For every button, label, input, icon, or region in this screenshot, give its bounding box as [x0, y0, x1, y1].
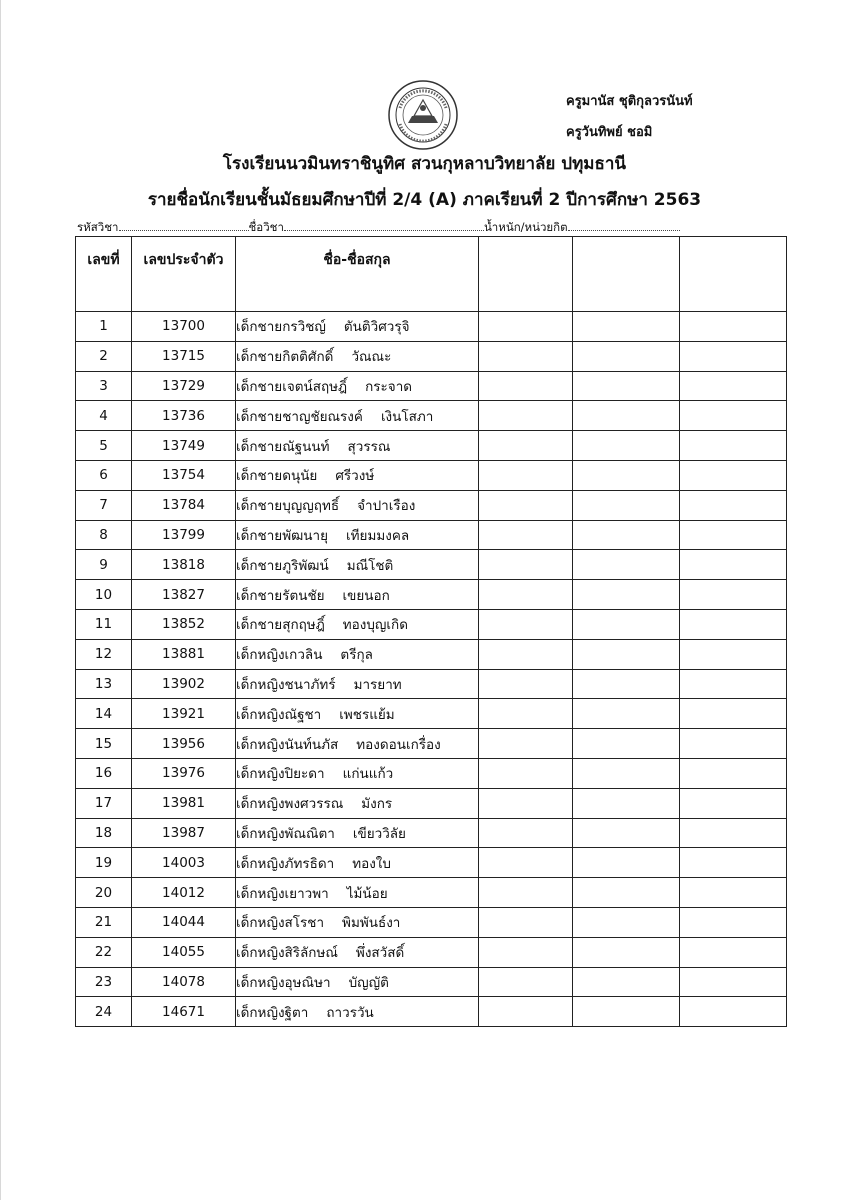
- student-id: 13956: [132, 729, 236, 759]
- school-title: โรงเรียนนวมินทราชินูทิศ สวนกุหลาบวิทยาลัย ปทุมธานี: [222, 154, 627, 174]
- blank-cell: [479, 669, 573, 699]
- student-id: 14003: [132, 848, 236, 878]
- blank-cell: [680, 312, 787, 342]
- student-last-name: ตรีกุล: [340, 647, 373, 664]
- table-row: [76, 848, 787, 878]
- blank-cell: [573, 818, 680, 848]
- blank-cell: [573, 490, 680, 520]
- student-id: 13754: [132, 460, 236, 490]
- blank-cell: [573, 371, 680, 401]
- table-row: [76, 490, 787, 520]
- blank-cell: [573, 401, 680, 431]
- student-last-name: เพชรแย้ม: [339, 706, 395, 723]
- student-name: [236, 490, 479, 520]
- student-first-name: เด็กหญิงชนาภัทร์: [236, 676, 336, 693]
- student-name: [236, 341, 479, 371]
- blank-cell: [680, 431, 787, 461]
- student-name: [236, 580, 479, 610]
- blank-cell: [680, 758, 787, 788]
- student-first-name: เด็กชายเจตน์สฤษฎิ์: [236, 378, 348, 395]
- row-number: 9: [76, 550, 132, 580]
- column-header-blank: [573, 237, 680, 312]
- blank-cell: [573, 520, 680, 550]
- blank-cell: [573, 312, 680, 342]
- row-number: 8: [76, 520, 132, 550]
- student-last-name: เทียมมงคล: [346, 527, 410, 544]
- blank-cell: [479, 967, 573, 997]
- row-number: 13: [76, 669, 132, 699]
- blank-cell: [479, 520, 573, 550]
- blank-cell: [479, 997, 573, 1027]
- table-row: [76, 401, 787, 431]
- row-number: 14: [76, 699, 132, 729]
- table-row: [76, 580, 787, 610]
- row-number: 24: [76, 997, 132, 1027]
- blank-cell: [573, 431, 680, 461]
- student-first-name: เด็กหญิงพงศวรรณ: [236, 796, 344, 813]
- student-name: [236, 431, 479, 461]
- blank-cell: [573, 907, 680, 937]
- blank-cell: [479, 818, 573, 848]
- student-name: [236, 460, 479, 490]
- blank-cell: [479, 580, 573, 610]
- table-row: [76, 907, 787, 937]
- blank-cell: [680, 460, 787, 490]
- column-header-blank: [479, 237, 573, 312]
- student-name: [236, 669, 479, 699]
- student-first-name: เด็กหญิงพัณณิตา: [236, 825, 335, 842]
- column-header-number: เลขที่: [76, 237, 132, 312]
- blank-cell: [680, 818, 787, 848]
- student-id: 13827: [132, 580, 236, 610]
- teachers-block: [566, 86, 693, 148]
- student-name: [236, 639, 479, 669]
- table-row: [76, 729, 787, 759]
- blank-cell: [573, 967, 680, 997]
- table-row: [76, 758, 787, 788]
- row-number: 7: [76, 490, 132, 520]
- student-name: [236, 729, 479, 759]
- student-last-name: บัญญัติ: [348, 974, 389, 991]
- blank-cell: [680, 907, 787, 937]
- student-first-name: เด็กชายพัฒนายุ: [236, 527, 329, 544]
- blank-cell: [479, 401, 573, 431]
- student-id: 13749: [132, 431, 236, 461]
- student-last-name: เงินโสภา: [380, 408, 434, 425]
- student-id: 13715: [132, 341, 236, 371]
- student-first-name: เด็กชายบุญญฤทธิ์: [236, 498, 340, 515]
- blank-cell: [680, 401, 787, 431]
- table-row: [76, 639, 787, 669]
- row-number: 15: [76, 729, 132, 759]
- row-number: 23: [76, 967, 132, 997]
- row-number: 11: [76, 609, 132, 639]
- row-number: 5: [76, 431, 132, 461]
- student-last-name: มารยาท: [353, 676, 402, 693]
- blank-cell: [479, 341, 573, 371]
- student-name: [236, 818, 479, 848]
- blank-cell: [680, 639, 787, 669]
- table-row: [76, 550, 787, 580]
- row-number: 1: [76, 312, 132, 342]
- blank-cell: [573, 699, 680, 729]
- student-first-name: เด็กหญิงณัฐชา: [236, 706, 322, 723]
- student-last-name: จำปาเรือง: [357, 498, 416, 515]
- blank-cell: [680, 967, 787, 997]
- blank-cell: [479, 848, 573, 878]
- student-name: [236, 878, 479, 908]
- student-last-name: ตันติวิศวรุจิ: [343, 319, 410, 336]
- student-first-name: เด็กชายกิตติศักดิ์: [236, 349, 334, 366]
- blank-cell: [573, 669, 680, 699]
- row-number: 12: [76, 639, 132, 669]
- blank-cell: [573, 550, 680, 580]
- subject-fields: [77, 219, 680, 237]
- student-id: 13981: [132, 788, 236, 818]
- table-row: [76, 878, 787, 908]
- student-last-name: ถาวรวัน: [326, 1004, 374, 1021]
- credits-label: น้ำหนัก/หน่วยกิต: [483, 220, 568, 234]
- student-id: 13784: [132, 490, 236, 520]
- blank-cell: [680, 878, 787, 908]
- table-row: [76, 520, 787, 550]
- table-row: [76, 788, 787, 818]
- row-number: 20: [76, 878, 132, 908]
- student-id: 13902: [132, 669, 236, 699]
- student-first-name: เด็กหญิงสิริลักษณ์: [236, 945, 338, 962]
- student-name: [236, 699, 479, 729]
- student-last-name: พึ่งสวัสดิ์: [355, 945, 405, 962]
- blank-cell: [479, 878, 573, 908]
- blank-cell: [680, 520, 787, 550]
- row-number: 10: [76, 580, 132, 610]
- student-last-name: ศรีวงษ์: [335, 468, 375, 485]
- student-id: 13852: [132, 609, 236, 639]
- table-row: [76, 460, 787, 490]
- table-row: [76, 818, 787, 848]
- class-title: รายชื่อนักเรียนชั้นมัธยมศึกษาปีที่ 2/4 (A) ภาคเรียนที่ 2 ปีการศึกษา 2563: [147, 190, 702, 210]
- blank-cell: [479, 907, 573, 937]
- student-id: 14044: [132, 907, 236, 937]
- student-first-name: เด็กหญิงปิยะดา: [236, 766, 325, 783]
- student-name: [236, 371, 479, 401]
- row-number: 18: [76, 818, 132, 848]
- subject-code-blank: [119, 220, 249, 231]
- table-row: [76, 312, 787, 342]
- student-first-name: เด็กชายชาญชัยณรงค์: [236, 408, 363, 425]
- student-name: [236, 609, 479, 639]
- student-first-name: เด็กหญิงอุษณิษา: [236, 974, 331, 991]
- table-header-row: [76, 237, 787, 312]
- teacher-name: ครูมานัส ชุติกุลวรนันท์: [566, 94, 693, 109]
- row-number: 22: [76, 937, 132, 967]
- column-header-blank: [680, 237, 787, 312]
- blank-cell: [680, 669, 787, 699]
- blank-cell: [479, 490, 573, 520]
- student-first-name: เด็กชายดนุนัย: [236, 468, 318, 485]
- blank-cell: [680, 341, 787, 371]
- table-row: [76, 341, 787, 371]
- student-name: [236, 788, 479, 818]
- student-id: 13700: [132, 312, 236, 342]
- blank-cell: [479, 431, 573, 461]
- blank-cell: [573, 341, 680, 371]
- student-last-name: เขียววิลัย: [352, 825, 406, 842]
- table-row: [76, 997, 787, 1027]
- student-first-name: เด็กหญิงนันท์นภัส: [236, 736, 339, 753]
- student-id: 14055: [132, 937, 236, 967]
- blank-cell: [680, 550, 787, 580]
- student-first-name: เด็กหญิงฐิตา: [236, 1004, 309, 1021]
- row-number: 2: [76, 341, 132, 371]
- blank-cell: [680, 580, 787, 610]
- blank-cell: [680, 788, 787, 818]
- blank-cell: [573, 848, 680, 878]
- school-logo-icon: [386, 78, 460, 152]
- student-last-name: มังกร: [361, 796, 393, 813]
- blank-cell: [680, 699, 787, 729]
- student-last-name: ทองดอนเกรื่อง: [356, 736, 441, 753]
- student-first-name: เด็กหญิงเยาวพา: [236, 885, 329, 902]
- student-id: 13881: [132, 639, 236, 669]
- student-id: 14012: [132, 878, 236, 908]
- student-last-name: มณีโชติ: [346, 557, 394, 574]
- blank-cell: [573, 460, 680, 490]
- student-name: [236, 967, 479, 997]
- student-last-name: ไม้น้อย: [346, 885, 388, 902]
- student-name: [236, 937, 479, 967]
- row-number: 3: [76, 371, 132, 401]
- blank-cell: [573, 580, 680, 610]
- blank-cell: [479, 460, 573, 490]
- table-row: [76, 669, 787, 699]
- student-first-name: เด็กหญิงภัทรธิดา: [236, 855, 335, 872]
- blank-cell: [479, 371, 573, 401]
- student-id: 13818: [132, 550, 236, 580]
- student-id: 14078: [132, 967, 236, 997]
- student-id: 14671: [132, 997, 236, 1027]
- student-last-name: เขยนอก: [342, 587, 390, 604]
- student-id: 13987: [132, 818, 236, 848]
- blank-cell: [573, 758, 680, 788]
- credits-blank: [568, 220, 680, 231]
- table-row: [76, 371, 787, 401]
- table-row: [76, 937, 787, 967]
- student-last-name: แก่นแก้ว: [342, 766, 394, 783]
- student-last-name: ทองบุญเกิด: [342, 617, 408, 634]
- teacher-name: ครูวันทิพย์ ชอมิ: [566, 125, 653, 140]
- row-number: 6: [76, 460, 132, 490]
- student-first-name: เด็กชายกรวิชญ์: [236, 319, 326, 336]
- blank-cell: [479, 609, 573, 639]
- blank-cell: [479, 312, 573, 342]
- student-last-name: สุวรรณ: [347, 438, 391, 455]
- student-name: [236, 312, 479, 342]
- student-name: [236, 401, 479, 431]
- student-last-name: วัณณะ: [351, 349, 392, 366]
- student-last-name: กระจาด: [365, 378, 413, 395]
- row-number: 21: [76, 907, 132, 937]
- row-number: 17: [76, 788, 132, 818]
- subject-name-label: ชื่อวิชา: [248, 220, 284, 234]
- table-row: [76, 967, 787, 997]
- student-id: 13799: [132, 520, 236, 550]
- student-id: 13736: [132, 401, 236, 431]
- blank-cell: [680, 609, 787, 639]
- student-first-name: เด็กหญิงเกวลิน: [236, 647, 323, 664]
- blank-cell: [479, 788, 573, 818]
- column-header-student-id: เลขประจำตัว: [132, 237, 236, 312]
- student-name: [236, 848, 479, 878]
- row-number: 4: [76, 401, 132, 431]
- student-name: [236, 758, 479, 788]
- blank-cell: [573, 639, 680, 669]
- blank-cell: [680, 371, 787, 401]
- row-number: 16: [76, 758, 132, 788]
- blank-cell: [573, 937, 680, 967]
- student-id: 13729: [132, 371, 236, 401]
- blank-cell: [573, 788, 680, 818]
- subject-name-blank: [284, 220, 484, 231]
- student-name: [236, 550, 479, 580]
- student-last-name: ทองใบ: [352, 855, 391, 872]
- blank-cell: [680, 490, 787, 520]
- column-header-full-name: ชื่อ-ชื่อสกุล: [236, 237, 479, 312]
- student-roster-table: [75, 236, 787, 1027]
- student-last-name: พิมพันธ์งา: [342, 915, 401, 932]
- blank-cell: [680, 848, 787, 878]
- table-row: [76, 699, 787, 729]
- blank-cell: [479, 639, 573, 669]
- student-id: 13921: [132, 699, 236, 729]
- subject-code-label: รหัสวิชา: [77, 220, 119, 234]
- blank-cell: [680, 729, 787, 759]
- student-id: 13976: [132, 758, 236, 788]
- blank-cell: [479, 758, 573, 788]
- blank-cell: [479, 729, 573, 759]
- student-first-name: เด็กชายรัตนชัย: [236, 587, 325, 604]
- blank-cell: [479, 550, 573, 580]
- blank-cell: [479, 699, 573, 729]
- student-first-name: เด็กชายภูริพัฒน์: [236, 557, 329, 574]
- blank-cell: [573, 729, 680, 759]
- blank-cell: [573, 609, 680, 639]
- student-first-name: เด็กชายณัฐนนท์: [236, 438, 330, 455]
- student-first-name: เด็กหญิงสโรชา: [236, 915, 325, 932]
- row-number: 19: [76, 848, 132, 878]
- blank-cell: [573, 878, 680, 908]
- blank-cell: [479, 937, 573, 967]
- table-row: [76, 609, 787, 639]
- student-name: [236, 907, 479, 937]
- student-name: [236, 997, 479, 1027]
- student-name: [236, 520, 479, 550]
- student-first-name: เด็กชายสุกฤษฎิ์: [236, 617, 325, 634]
- blank-cell: [573, 997, 680, 1027]
- table-row: [76, 431, 787, 461]
- blank-cell: [680, 997, 787, 1027]
- blank-cell: [680, 937, 787, 967]
